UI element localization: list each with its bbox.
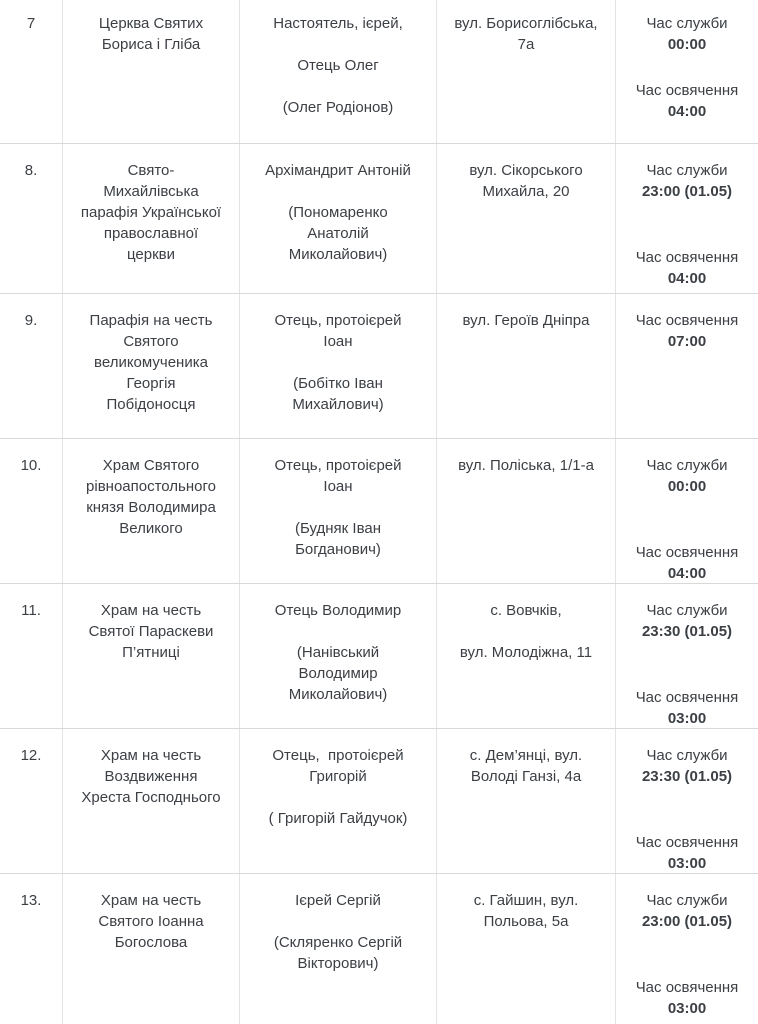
address-line: вул. Поліська, 1/1-а xyxy=(458,457,594,474)
row-number-cell xyxy=(0,0,63,143)
time-value: 04:00 xyxy=(667,103,707,120)
church-name-line: Свято- xyxy=(127,162,175,179)
church-name-line: Парафія на честь xyxy=(89,312,213,329)
priest-cell xyxy=(240,144,437,293)
address-line: с. Дем’янці, вул. xyxy=(469,747,583,764)
priest-cell xyxy=(240,439,437,583)
time-label: Час служби xyxy=(646,15,728,32)
time-label: Час служби xyxy=(646,162,728,179)
row-number-cell xyxy=(0,294,63,438)
times-cell xyxy=(616,294,758,438)
table-row xyxy=(0,728,758,873)
priest-cell xyxy=(240,874,437,1024)
address-line: 7а xyxy=(517,36,535,53)
table-row xyxy=(0,143,758,293)
address-cell xyxy=(437,584,616,728)
priest-line: Отець, протоієрей xyxy=(272,747,404,764)
time-label: Час освячення xyxy=(635,249,739,266)
time-label: Час служби xyxy=(646,747,728,764)
address-line: с. Вовчків, xyxy=(490,602,562,619)
time-block xyxy=(622,832,752,873)
priest-line: Володимир xyxy=(298,665,378,682)
priest-cell xyxy=(240,729,437,873)
time-value: 03:00 xyxy=(667,855,707,872)
address-line: вул. Героїв Дніпра xyxy=(462,312,590,329)
address-cell xyxy=(437,294,616,438)
blank-line xyxy=(246,181,430,202)
church-name-line: Бориса і Гліба xyxy=(101,36,201,53)
church-name-line: П’ятниці xyxy=(122,644,180,661)
address-cell xyxy=(437,0,616,143)
church-name-line: парафія Української xyxy=(80,204,222,221)
time-label: Час служби xyxy=(646,892,728,909)
church-name-line: церкви xyxy=(126,246,176,263)
priest-cell xyxy=(240,0,437,143)
church-name-line: Святого Іоанна xyxy=(98,913,204,930)
address-line: Польова, 5а xyxy=(483,913,569,930)
blank-line xyxy=(246,787,430,808)
time-value: 23:00 (01.05) xyxy=(641,913,733,930)
blank-line xyxy=(246,911,430,932)
church-name-line: Святої Параскеви xyxy=(88,623,214,640)
time-block xyxy=(622,977,752,1019)
priest-line: (Бобітко Іван xyxy=(293,375,383,392)
blank-line xyxy=(246,497,430,518)
address-line: Володі Ганзі, 4а xyxy=(470,768,582,785)
time-value: 23:30 (01.05) xyxy=(641,768,733,785)
time-block xyxy=(622,455,752,497)
time-value: 03:00 xyxy=(667,1000,707,1017)
time-label: Час освячення xyxy=(635,82,739,99)
priest-line: Ієрей Сергій xyxy=(295,892,381,909)
time-label: Час служби xyxy=(646,457,728,474)
times-cell xyxy=(616,874,758,1024)
priest-line: (Скляренко Сергій xyxy=(273,934,403,951)
blank-line xyxy=(246,621,430,642)
row-number-cell xyxy=(0,584,63,728)
row-number-cell xyxy=(0,439,63,583)
church-name-line: Святого xyxy=(123,333,179,350)
priest-line: Отець Олег xyxy=(297,57,379,74)
time-value: 03:00 xyxy=(667,710,707,727)
time-label: Час освячення xyxy=(635,544,739,561)
church-name-line: православної xyxy=(103,225,199,242)
table-row xyxy=(0,583,758,728)
church-name-line: Побідоносця xyxy=(106,396,196,413)
priest-line: Іоан xyxy=(323,333,353,350)
time-block xyxy=(622,890,752,932)
church-name-cell xyxy=(63,0,240,143)
time-label: Час освячення xyxy=(635,834,739,851)
times-cell xyxy=(616,729,758,873)
time-block xyxy=(622,745,752,787)
priest-line: Отець, протоієрей xyxy=(274,312,402,329)
time-label: Час служби xyxy=(646,602,728,619)
time-value: 23:00 (01.05) xyxy=(641,183,733,200)
address-cell xyxy=(437,439,616,583)
church-name-cell xyxy=(63,874,240,1024)
row-number: 12. xyxy=(20,747,42,764)
church-name-line: Храм на честь xyxy=(100,892,202,909)
table-row xyxy=(0,873,758,1024)
time-block xyxy=(622,13,752,55)
church-name-cell xyxy=(63,439,240,583)
church-name-cell xyxy=(63,144,240,293)
priest-line: Богданович) xyxy=(295,541,381,558)
church-name-line: рівноапостольного xyxy=(86,478,216,495)
row-number: 11. xyxy=(21,602,41,619)
blank-line xyxy=(443,621,609,642)
times-cell xyxy=(616,439,758,583)
priest-line: (Пономаренко xyxy=(288,204,388,221)
priest-line: (Нанівський xyxy=(296,644,380,661)
priest-cell xyxy=(240,584,437,728)
row-number-cell xyxy=(0,729,63,873)
priest-line: Вікторович) xyxy=(297,955,379,972)
church-name-line: Михайлівська xyxy=(103,183,199,200)
row-number: 8. xyxy=(24,162,38,179)
row-number: 7 xyxy=(26,15,36,32)
table-row xyxy=(0,438,758,583)
time-block xyxy=(622,247,752,289)
priest-line: ( Григорій Гайдучок) xyxy=(268,810,408,827)
time-value: 04:00 xyxy=(667,270,707,287)
priest-line: Отець Володимир xyxy=(274,602,402,619)
row-number: 13. xyxy=(20,892,42,909)
priest-line: Архімандрит Антоній xyxy=(265,162,411,179)
blank-line xyxy=(246,34,430,55)
time-block xyxy=(622,310,752,352)
address-line: с. Гайшин, вул. xyxy=(473,892,579,909)
time-label: Час освячення xyxy=(635,312,739,329)
time-block xyxy=(622,160,752,202)
time-label: Час освячення xyxy=(635,689,739,706)
priest-line: Миколайович) xyxy=(288,686,388,703)
blank-line xyxy=(246,352,430,373)
time-block xyxy=(622,600,752,642)
church-name-cell xyxy=(63,294,240,438)
time-block xyxy=(622,80,752,122)
church-name-cell xyxy=(63,584,240,728)
blank-line xyxy=(246,76,430,97)
row-number-cell xyxy=(0,874,63,1024)
priest-line: (Будняк Іван xyxy=(295,520,381,537)
row-number-cell xyxy=(0,144,63,293)
time-value: 23:30 (01.05) xyxy=(641,623,733,640)
address-cell xyxy=(437,874,616,1024)
address-line: вул. Сікорського xyxy=(469,162,583,179)
times-cell xyxy=(616,144,758,293)
row-number: 9. xyxy=(24,312,38,329)
table-row xyxy=(0,293,758,438)
address-cell xyxy=(437,729,616,873)
time-value: 00:00 xyxy=(667,478,707,495)
address-line: вул. Молодіжна, 11 xyxy=(459,644,593,661)
priest-line: Михайлович) xyxy=(292,396,384,413)
priest-line: Анатолій xyxy=(307,225,369,242)
time-value: 00:00 xyxy=(667,36,707,53)
church-name-line: Церква Святих xyxy=(98,15,204,32)
priest-line: (Олег Родіонов) xyxy=(282,99,394,116)
address-line: Михайла, 20 xyxy=(482,183,570,200)
priest-line: Григорій xyxy=(309,768,367,785)
time-label: Час освячення xyxy=(635,979,739,996)
church-name-line: князя Володимира xyxy=(86,499,216,516)
church-name-line: Великого xyxy=(119,520,183,537)
church-name-line: Храм на честь xyxy=(100,747,202,764)
church-name-line: Воздвиження xyxy=(104,768,198,785)
address-line: вул. Борисоглібська, xyxy=(454,15,598,32)
time-value: 04:00 xyxy=(667,565,707,582)
church-name-cell xyxy=(63,729,240,873)
church-name-line: Георгія xyxy=(126,375,176,392)
time-block xyxy=(622,542,752,583)
priest-cell xyxy=(240,294,437,438)
priest-line: Отець, протоієрей xyxy=(274,457,402,474)
priest-line: Миколайович) xyxy=(288,246,388,263)
church-name-line: великомученика xyxy=(94,354,208,371)
row-number: 10. xyxy=(20,457,42,474)
church-name-line: Храм на честь xyxy=(100,602,202,619)
times-cell xyxy=(616,584,758,728)
priest-line: Іоан xyxy=(323,478,353,495)
church-name-line: Богослова xyxy=(114,934,188,951)
priest-line: Настоятель, ієрей, xyxy=(273,15,403,32)
address-cell xyxy=(437,144,616,293)
table-row xyxy=(0,0,758,143)
time-value: 07:00 xyxy=(667,333,707,350)
church-name-line: Храм Святого xyxy=(102,457,200,474)
church-name-line: Хреста Господнього xyxy=(81,789,221,806)
time-block xyxy=(622,687,752,728)
times-cell xyxy=(616,0,758,143)
